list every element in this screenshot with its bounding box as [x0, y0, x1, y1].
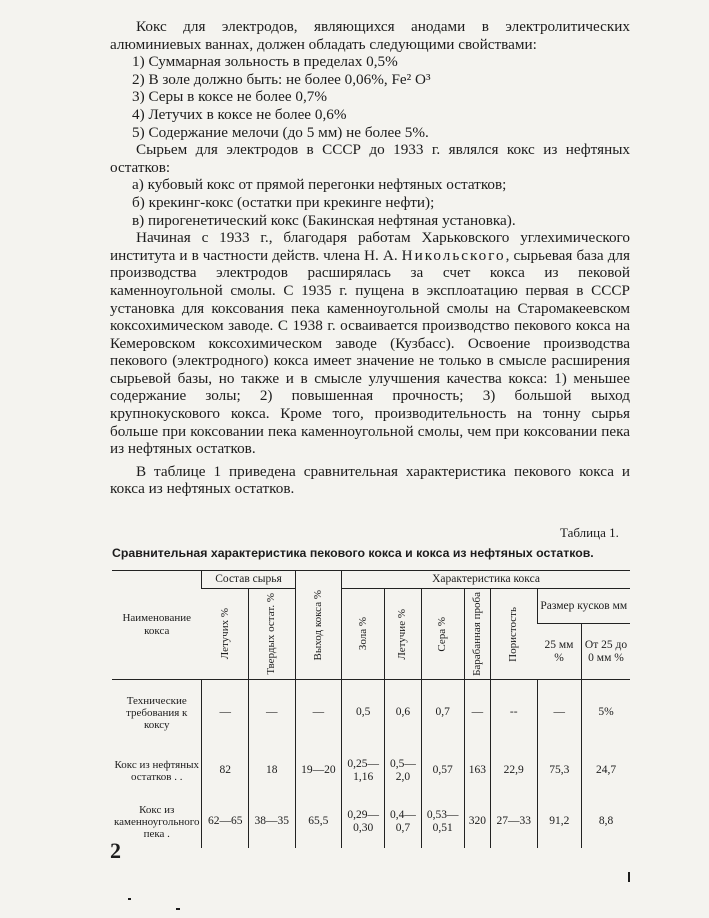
- cell: 0,29— 0,30: [342, 796, 385, 848]
- cell: 65,5: [295, 796, 342, 848]
- cell: 75,3: [537, 746, 582, 796]
- cell: 163: [464, 746, 490, 796]
- row-name: Кокс из нефтяных остатков . .: [114, 758, 199, 783]
- table-row: [112, 680, 630, 746]
- person-name: Никольского: [401, 246, 506, 264]
- header-size: Размер кусков мм: [537, 589, 630, 624]
- cell: —: [249, 680, 296, 746]
- cell: 0,25— 1,16: [342, 746, 385, 796]
- table-row: [112, 796, 630, 848]
- raw-material-item: в) пирогенетический кокс (Бакинская нефтяная установка).: [132, 211, 516, 229]
- raw-material-item: а) кубовый кокс от прямой перегонки нефтяных остатков;: [132, 176, 507, 194]
- table-row: [112, 746, 630, 796]
- header-size-25: 25 мм %: [537, 624, 582, 680]
- header-yield: Выход кокса %: [295, 571, 342, 680]
- cell: 18: [249, 746, 296, 796]
- cell: 19—20: [295, 746, 342, 796]
- history-text-a: Начиная с 1933 г., благодаря работам Харьковского углехимического института и в частности действ. члена Н. А.: [110, 229, 630, 264]
- cell: —: [464, 680, 490, 746]
- header-ash: Зола %: [342, 589, 385, 680]
- scan-speck: [128, 898, 131, 900]
- cell: 5%: [582, 680, 631, 746]
- cell: 0,5: [342, 680, 385, 746]
- cell: 27—33: [490, 796, 537, 848]
- body-text: [110, 18, 630, 498]
- header-characteristics: Характеристика кокса: [342, 571, 630, 589]
- cell: 0,53— 0,51: [421, 796, 464, 848]
- property-item: 3) Серы в коксе не более 0,7%: [132, 88, 328, 106]
- cell: 8,8: [582, 796, 631, 848]
- property-item: 2) В золе должно быть: не более 0,06%, Fe² O³: [132, 70, 431, 88]
- comparison-table: [112, 570, 630, 848]
- table-reference-paragraph: В таблице 1 приведена сравнительная характеристика пекового кокса и кокса из нефтяных остатков.: [110, 462, 630, 498]
- cell: 0,7: [421, 680, 464, 746]
- header-drum: Барабанная проба: [464, 589, 490, 680]
- header-volatile: Летучих %: [202, 589, 249, 680]
- cell: 91,2: [537, 796, 582, 848]
- property-item: 4) Летучих в коксе не более 0,6%: [132, 105, 347, 123]
- history-text-b: , сырьевая база для производства электродов расширялась за счет кокса из пековой каменноугольной смолы. С 1935 г. пущена в эксплоатацию первая в СССР установка для коксования пека каменноугольной смолы на Старомакеевском коксохимическом заводе. С 1938 г. осваивается производство пекового кокса на Кемеровском коксохимическом заводе (Кузбасс). Освоение производства пекового (электродного) кокса имеет значение не только в смысле расширения сырьевой базы, но также и в смысле улучшения качества кокса: 1) меньшее содержание золы; 2) повышенная прочность; 3) большой выход крупнокускового кокса. Кроме того, производительность на тонну сырья больше при коксовании пека каменноугольной смолы, чем при коксовании пека из нефтяных остатков.: [110, 246, 630, 458]
- intro-paragraph: Кокс для электродов, являющихся анодами в электролитических алюминиевых ваннах, должен обладать следующими свойствами:: [110, 18, 630, 53]
- property-item: 1) Суммарная зольность в пределах 0,5%: [132, 53, 398, 71]
- page-number: 2: [110, 838, 121, 863]
- scan-speck: [176, 908, 180, 910]
- scan-speck: [628, 872, 630, 882]
- row-name: Технические требования к коксу: [126, 694, 188, 731]
- cell: 0,57: [421, 746, 464, 796]
- cell: 320: [464, 796, 490, 848]
- raw-material-list: [110, 176, 630, 229]
- raw-material-paragraph: Сырьем для электродов в СССР до 1933 г. являлся кокс из нефтяных остатков:: [110, 141, 630, 176]
- cell: 0,6: [385, 680, 421, 746]
- cell: 62—65: [202, 796, 249, 848]
- cell: 0,5— 2,0: [385, 746, 421, 796]
- header-volatile2: Летучие %: [385, 589, 421, 680]
- cell: —: [295, 680, 342, 746]
- properties-list: [110, 53, 630, 141]
- cell: 24,7: [582, 746, 631, 796]
- table-label: Таблица 1.: [560, 525, 619, 540]
- cell: 82: [202, 746, 249, 796]
- header-size-0-25: От 25 до 0 мм %: [582, 624, 631, 680]
- cell: 22,9: [490, 746, 537, 796]
- table-title: Сравнительная характеристика пекового кокса и кокса из нефтяных остатков.: [112, 546, 594, 560]
- header-sulfur: Сера %: [421, 589, 464, 680]
- property-item: 5) Содержание мелочи (до 5 мм) не более 5%.: [132, 123, 429, 141]
- header-porosity: Пористость: [490, 589, 537, 680]
- raw-material-item: б) крекинг-кокс (остатки при крекинге нефти);: [132, 193, 435, 211]
- cell: —: [202, 680, 249, 746]
- history-paragraph: [110, 229, 630, 458]
- header-composition: Состав сырья: [202, 571, 295, 589]
- row-name: Кокс из каменноугольного пека .: [114, 803, 200, 840]
- header-name: Наименование кокса: [112, 571, 202, 680]
- cell: --: [490, 680, 537, 746]
- header-solid: Твердых остат. %: [249, 589, 296, 680]
- cell: —: [537, 680, 582, 746]
- cell: 0,4— 0,7: [385, 796, 421, 848]
- cell: 38—35: [249, 796, 296, 848]
